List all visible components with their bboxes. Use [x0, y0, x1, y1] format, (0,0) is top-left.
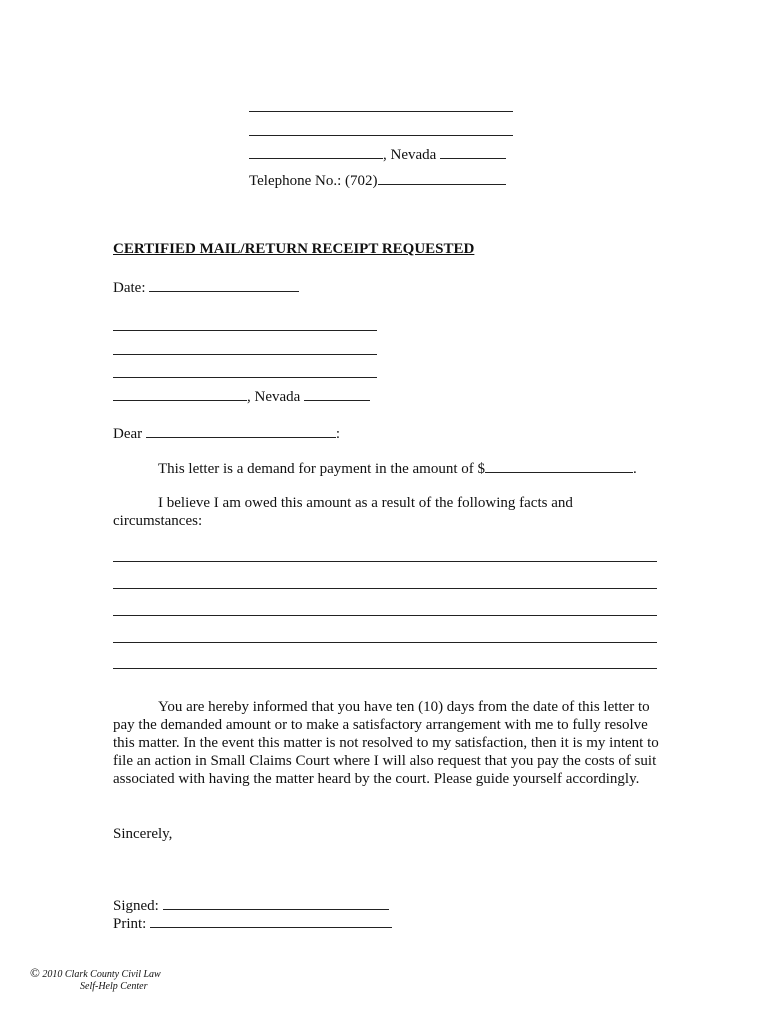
- print-row: [113, 914, 392, 933]
- sender-city-state-row: [249, 145, 506, 164]
- sender-name-line[interactable]: [249, 111, 513, 112]
- recipient-city-field[interactable]: [113, 387, 247, 401]
- facts-paragraph: I believe I am owed this amount as a result of the following facts and circumstances:: [113, 495, 573, 529]
- recipient-address-line-2[interactable]: [113, 377, 377, 378]
- telephone-label: Telephone No.:: [249, 173, 342, 189]
- signed-label: Signed:: [113, 898, 159, 914]
- sender-telephone-row: [249, 171, 506, 190]
- demand-period: .: [633, 461, 637, 477]
- date-field[interactable]: [149, 278, 299, 292]
- signed-row: [113, 896, 389, 915]
- copyright-symbol: ©: [30, 965, 40, 980]
- recipient-zip-field[interactable]: [304, 387, 370, 401]
- recipient-state: , Nevada: [247, 389, 301, 405]
- facts-line-5[interactable]: [113, 668, 657, 669]
- demand-amount-field[interactable]: [485, 459, 633, 473]
- facts-line-3[interactable]: [113, 615, 657, 616]
- telephone-area-code: (702): [345, 173, 378, 189]
- facts-line-2[interactable]: [113, 588, 657, 589]
- footer-line-1: 2010 Clark County Civil Law: [42, 969, 161, 980]
- date-label: Date:: [113, 280, 146, 296]
- footer-line-2: Self-Help Center: [80, 981, 148, 992]
- recipient-address-line-1[interactable]: [113, 354, 377, 355]
- demand-paragraph: [158, 459, 637, 478]
- sender-city-field[interactable]: [249, 145, 383, 159]
- closing: Sincerely,: [113, 826, 173, 842]
- date-row: [113, 278, 299, 297]
- salutation-label: Dear: [113, 426, 143, 442]
- recipient-city-state-row: [113, 387, 370, 406]
- salutation-name-field[interactable]: [146, 424, 336, 438]
- print-field[interactable]: [150, 914, 392, 928]
- demand-text: This letter is a demand for payment in the amount of $: [158, 461, 485, 477]
- certified-mail-heading: CERTIFIED MAIL/RETURN RECEIPT REQUESTED: [113, 241, 475, 257]
- recipient-name-line[interactable]: [113, 330, 377, 331]
- facts-line-1[interactable]: [113, 561, 657, 562]
- sender-address-line[interactable]: [249, 135, 513, 136]
- facts-line-4[interactable]: [113, 642, 657, 643]
- sender-state: , Nevada: [383, 147, 437, 163]
- notice-paragraph: You are hereby informed that you have ten (10) days from the date of this letter to pay the demanded amount or to make a satisfactory arrangement with me to fully resolve this matter. In the event this matter is not resolved to my satisfaction, then it is my intent to file an action in Small Claims Court where I will also request that you pay the costs of suit associated with having the matter heard by the court. Please guide yourself accordingly.: [113, 699, 659, 787]
- print-label: Print:: [113, 916, 147, 932]
- salutation-row: [113, 424, 340, 443]
- signed-field[interactable]: [163, 896, 389, 910]
- sender-zip-field[interactable]: [440, 145, 506, 159]
- telephone-number-field[interactable]: [378, 171, 506, 185]
- salutation-colon: :: [335, 426, 341, 442]
